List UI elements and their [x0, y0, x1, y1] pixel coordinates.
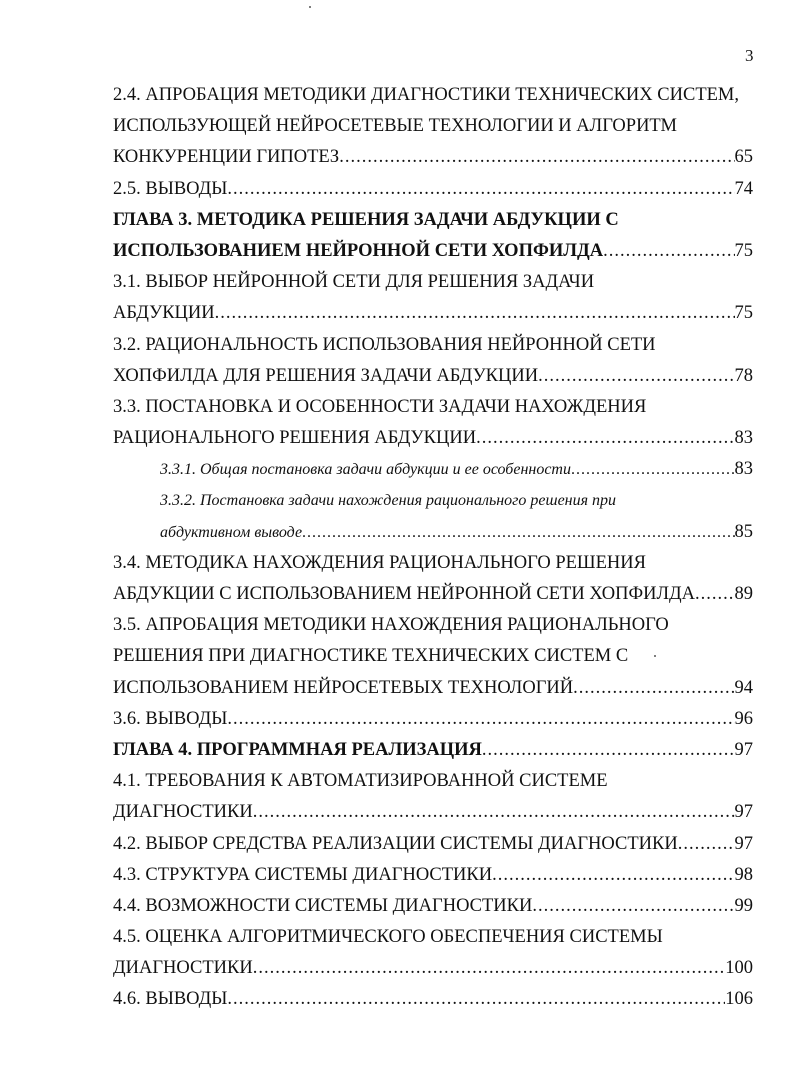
toc-entry: 3.6. ВЫВОДЫ ..... 96: [113, 704, 753, 735]
toc-subentry: абдуктивном выводе ..... 85: [113, 517, 753, 548]
toc-line: 2.4. АПРОБАЦИЯ МЕТОДИКИ ДИАГНОСТИКИ ТЕХНИЧЕСКИХ СИСТЕМ,: [113, 85, 739, 105]
toc-entry: ДИАГНОСТИКИ ..... 97: [113, 797, 753, 828]
toc-entry: 4.4. ВОЗМОЖНОСТИ СИСТЕМЫ ДИАГНОСТИКИ ..... 99: [113, 891, 753, 922]
toc-page-number: 89: [734, 584, 753, 604]
toc-page-number: 75: [734, 303, 753, 324]
toc-page-number: 83: [734, 428, 753, 449]
toc-page-number: 85: [734, 521, 753, 542]
toc-page-number: 106: [725, 989, 753, 1010]
toc-line: ИСПОЛЬЗУЮЩЕЙ НЕЙРОСЕТЕВЫЕ ТЕХНОЛОГИИ И АЛГОРИТМ: [113, 116, 677, 137]
toc-chapter-heading: ГЛАВА 3. МЕТОДИКА РЕШЕНИЯ ЗАДАЧИ АБДУКЦИИ С: [113, 209, 619, 230]
toc-entry: КОНКУРЕНЦИИ ГИПОТЕЗ ..... 65: [113, 142, 753, 173]
toc-line: 3.4. МЕТОДИКА НАХОЖДЕНИЯ РАЦИОНАЛЬНОГО РЕШЕНИЯ: [113, 552, 646, 573]
toc-page-number: 75: [734, 240, 753, 261]
toc-page-number: 100: [725, 958, 753, 979]
table-of-contents: [113, 80, 753, 1016]
toc-page-number: 74: [734, 178, 753, 199]
toc-entry: 2.5. ВЫВОДЫ ..... 74: [113, 174, 753, 205]
toc-page-number: 83: [734, 459, 753, 480]
toc-line: РЕШЕНИЯ ПРИ ДИАГНОСТИКЕ ТЕХНИЧЕСКИХ СИСТЕМ С: [113, 646, 629, 667]
toc-entry: 4.2. ВЫБОР СРЕДСТВА РЕАЛИЗАЦИИ СИСТЕМЫ ДИАГНОСТИКИ ..... 97: [113, 829, 753, 860]
toc-page-number: 65: [734, 147, 753, 168]
toc-subentry: 3.3.1. Общая постановка задачи абдукции и ее особенности ..... 83: [113, 454, 753, 485]
toc-page-number: 94: [734, 677, 753, 698]
toc-page-number: 78: [734, 365, 753, 386]
toc-entry: АБДУКЦИИ С ИСПОЛЬЗОВАНИЕМ НЕЙРОННОЙ СЕТИ ХОПФИЛДА ..... 89: [113, 579, 753, 610]
toc-entry: ИСПОЛЬЗОВАНИЕМ НЕЙРОСЕТЕВЫХ ТЕХНОЛОГИЙ ..... 94: [113, 673, 753, 704]
toc-page-number: 97: [734, 802, 753, 823]
toc-page-number: 98: [734, 864, 753, 885]
toc-chapter-heading: ИСПОЛЬЗОВАНИЕМ НЕЙРОННОЙ СЕТИ ХОПФИЛДА ..... 75: [113, 236, 753, 267]
toc-page-number: 97: [734, 833, 753, 854]
toc-page-number: 99: [734, 895, 753, 916]
toc-entry: АБДУКЦИИ ..... 75: [113, 298, 753, 329]
toc-line: 4.1. ТРЕБОВАНИЯ К АВТОМАТИЗИРОВАННОЙ СИСТЕМЕ: [113, 771, 608, 792]
toc-entry: 4.3. СТРУКТУРА СИСТЕМЫ ДИАГНОСТИКИ ..... 98: [113, 860, 753, 891]
toc-line: 4.5. ОЦЕНКА АЛГОРИТМИЧЕСКОГО ОБЕСПЕЧЕНИЯ СИСТЕМЫ: [113, 927, 663, 948]
toc-chapter-heading: ГЛАВА 4. ПРОГРАММНАЯ РЕАЛИЗАЦИЯ ..... 97: [113, 735, 753, 766]
toc-line: 3.3. ПОСТАНОВКА И ОСОБЕННОСТИ ЗАДАЧИ НАХОЖДЕНИЯ: [113, 396, 647, 417]
toc-page-number: 96: [734, 708, 753, 729]
toc-line: 3.5. АПРОБАЦИЯ МЕТОДИКИ НАХОЖДЕНИЯ РАЦИОНАЛЬНОГО: [113, 615, 669, 636]
toc-entry: 4.6. ВЫВОДЫ ..... 106: [113, 984, 753, 1015]
page-number: 3: [745, 46, 754, 65]
toc-line: 3.1. ВЫБОР НЕЙРОННОЙ СЕТИ ДЛЯ РЕШЕНИЯ ЗАДАЧИ: [113, 272, 595, 293]
toc-entry: ДИАГНОСТИКИ ..... 100: [113, 953, 753, 984]
toc-subentry: 3.3.2. Постановка задачи нахождения рационального решения при: [160, 492, 617, 510]
toc-entry: ХОПФИЛДА ДЛЯ РЕШЕНИЯ ЗАДАЧИ АБДУКЦИИ ..... 78: [113, 361, 753, 392]
scan-speck: [309, 6, 311, 8]
toc-page-number: 97: [734, 739, 753, 760]
toc-line: 3.2. РАЦИОНАЛЬНОСТЬ ИСПОЛЬЗОВАНИЯ НЕЙРОННОЙ СЕТИ: [113, 334, 656, 355]
toc-entry: РАЦИОНАЛЬНОГО РЕШЕНИЯ АБДУКЦИИ ..... 83: [113, 423, 753, 454]
